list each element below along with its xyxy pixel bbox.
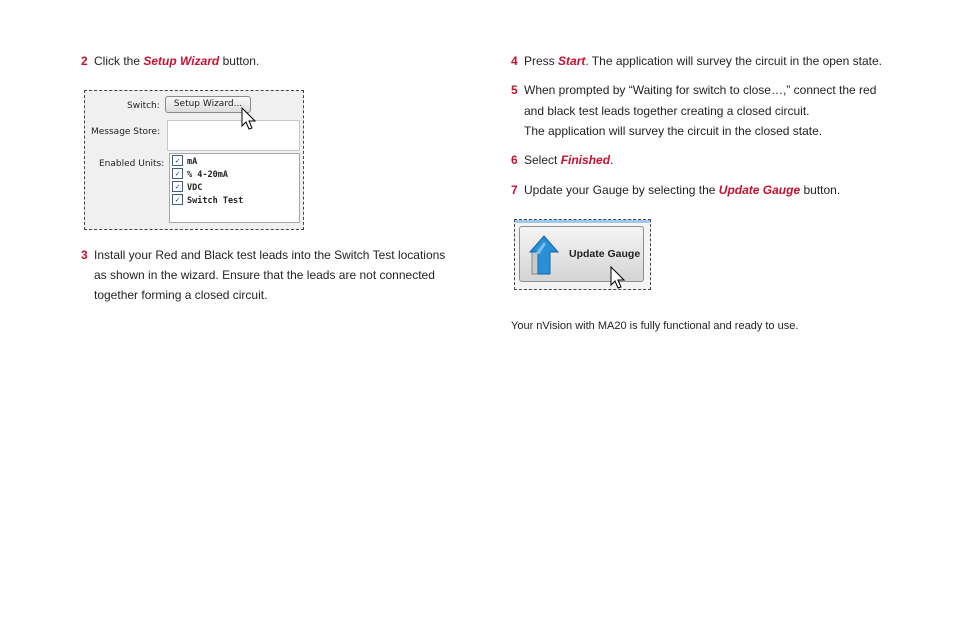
switch-label: Switch: [127, 101, 160, 111]
completion-note: Your nVision with MA20 is fully functional and ready to use. [511, 320, 799, 332]
ribbon-highlight [515, 220, 650, 223]
step-text: Click the Setup Wizard button. [94, 54, 260, 68]
enabled-units-list [169, 153, 300, 223]
upload-arrow-icon [526, 232, 562, 276]
step-number: 2 [81, 54, 88, 68]
step-number: 6 [511, 153, 518, 167]
step-2 [81, 51, 481, 71]
setup-wizard-button[interactable]: Setup Wizard... [165, 96, 251, 113]
finished-term: Finished [560, 153, 611, 167]
unit-checkbox-switch-test[interactable]: ✓ Switch Test [172, 195, 243, 207]
step-text-line: together forming a closed circuit. [94, 288, 268, 302]
step-4 [511, 51, 931, 71]
update-gauge-term: Update Gauge [718, 183, 801, 197]
step-3 [81, 245, 481, 305]
checkmark-icon: ✓ [172, 194, 183, 205]
checkmark-icon: ✓ [172, 155, 183, 166]
step-7 [511, 180, 931, 200]
message-store-field[interactable] [167, 120, 300, 151]
step-text-line: Install your Red and Black test leads into the Switch Test locations [94, 248, 446, 262]
mouse-cursor-icon [610, 266, 626, 290]
message-store-label: Message Store: [91, 127, 161, 137]
setup-wizard-term: Setup Wizard [143, 54, 220, 68]
step-number: 5 [511, 83, 518, 97]
unit-checkbox-vdc[interactable]: ✓ VDC [172, 182, 202, 194]
checkmark-icon: ✓ [172, 168, 183, 179]
setup-wizard-screenshot [84, 90, 304, 230]
step-text: Select Finished. [524, 153, 614, 167]
checkmark-icon: ✓ [172, 181, 183, 192]
update-gauge-label: Update Gauge [569, 248, 641, 260]
step-6 [511, 150, 931, 170]
mouse-cursor-icon [241, 107, 257, 131]
start-term: Start [558, 54, 586, 68]
unit-checkbox-ma[interactable]: ✓ mA [172, 156, 197, 168]
step-number: 7 [511, 183, 518, 197]
unit-checkbox-4-20ma[interactable]: ✓ % 4-20mA [172, 169, 228, 181]
step-text-line: The application will survey the circuit in the closed state. [524, 124, 823, 138]
step-text: Press Start. The application will survey the circuit in the open state. [524, 54, 882, 68]
step-text-line: When prompted by “Waiting for switch to close…,” connect the red [524, 83, 877, 97]
step-number: 4 [511, 54, 518, 68]
step-text: Update your Gauge by selecting the Update Gauge button. [524, 183, 841, 197]
step-number: 3 [81, 248, 88, 262]
update-gauge-screenshot [514, 219, 651, 290]
step-text-line: and black test leads together creating a closed circuit. [524, 104, 810, 118]
enabled-units-label: Enabled Units: [99, 159, 165, 169]
step-text-line: as shown in the wizard. Ensure that the leads are not connected [94, 268, 435, 282]
step-5 [511, 80, 931, 140]
